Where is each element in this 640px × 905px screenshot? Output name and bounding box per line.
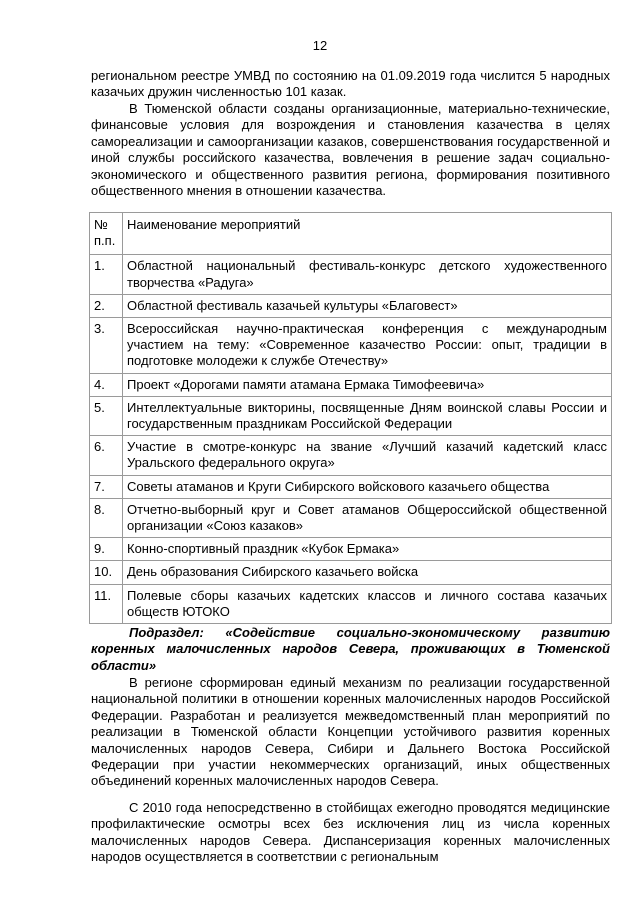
table-row xyxy=(90,373,612,396)
table-row xyxy=(90,561,612,584)
row-event-name: Полевые сборы казачьих кадетских классов и личного состава казачьих обществ ЮТОКО xyxy=(123,584,612,623)
header-number: № п.п. xyxy=(90,213,123,255)
table-row xyxy=(90,436,612,475)
row-event-name: Интеллектуальные викторины, посвященные Дням воинской славы России и государственным праздникам Российской Федерации xyxy=(123,396,612,435)
row-event-name: День образования Сибирского казачьего войска xyxy=(123,561,612,584)
table-row xyxy=(90,498,612,537)
table-row xyxy=(90,475,612,498)
paragraph-conditions xyxy=(91,101,610,199)
row-number: 1. xyxy=(90,255,123,294)
subsection-heading: Подраздел: «Содействие социально-экономическому развитию коренных малочисленных народов Севера, проживающих в Тюменской области» xyxy=(91,625,610,673)
row-number: 7. xyxy=(90,475,123,498)
paragraph-text: региональном реестре УМВД по состоянию на 01.09.2019 года числится 5 народных казачьих дружин численностью 101 казак. xyxy=(91,68,610,100)
events-table xyxy=(89,212,612,624)
paragraph-text: С 2010 года непосредственно в стойбищах ежегодно проводятся медицинские профилактические осмотры всех без исключения лиц из числа коренных малочисленных народов Севера. Диспансеризация коренных малочисленных народов осуществляется в соответствии с региональным xyxy=(91,800,610,865)
table-header-row xyxy=(90,213,612,255)
row-event-name: Участие в смотре-конкурс на звание «Лучший казачий кадетский класс Уральского федерального округа» xyxy=(123,436,612,475)
table-row xyxy=(90,294,612,317)
row-event-name: Проект «Дорогами памяти атамана Ермака Тимофеевича» xyxy=(123,373,612,396)
paragraph-text: В регионе сформирован единый механизм по реализации государственной национальной политики в отношении коренных малочисленных народов Российской Федерации. Разработан и реализуется межведомственный план мероприятий по реализации в Тюменской области Концепции устойчивого развития коренных малочисленных народов Севера, Сибири и Дальнего Востока Российской Федерации при участии некоммерческих организаций, иных общественных объединений коренных малочисленных народов Севера. xyxy=(91,675,610,789)
paragraph-mechanism xyxy=(91,675,610,790)
header-name: Наименование мероприятий xyxy=(123,213,612,255)
paragraph-registry xyxy=(91,68,610,101)
row-event-name: Областной фестиваль казачьей культуры «Благовест» xyxy=(123,294,612,317)
row-event-name: Конно-спортивный праздник «Кубок Ермака» xyxy=(123,538,612,561)
row-number: 5. xyxy=(90,396,123,435)
table-row xyxy=(90,538,612,561)
row-number: 11. xyxy=(90,584,123,623)
row-number: 6. xyxy=(90,436,123,475)
row-event-name: Советы атаманов и Круги Сибирского войскового казачьего общества xyxy=(123,475,612,498)
page-number: 12 xyxy=(312,38,328,53)
table-row xyxy=(90,396,612,435)
row-number: 3. xyxy=(90,318,123,374)
paragraph-text: В Тюменской области созданы организационные, материально-технические, финансовые условия для возрождения и становления казачества в целях самореализации и самоорганизации казаков, совершенствования государственной и иной службы российского казачества, вовлечения в решение задач социально-экономического и общественного развития региона, формирования позитивного общественного мнения в отношении казачества. xyxy=(91,101,610,199)
table-row xyxy=(90,318,612,374)
table-row xyxy=(90,584,612,623)
row-number: 10. xyxy=(90,561,123,584)
table-row xyxy=(90,255,612,294)
row-number: 8. xyxy=(90,498,123,537)
row-number: 9. xyxy=(90,538,123,561)
row-event-name: Областной национальный фестиваль-конкурс детского художественного творчества «Радуга» xyxy=(123,255,612,294)
row-event-name: Отчетно-выборный круг и Совет атаманов Общероссийской общественной организации «Союз казаков» xyxy=(123,498,612,537)
row-event-name: Всероссийская научно-практическая конференция с международным участием на тему: «Современное казачество России: опыт, традиции в подготовке молодежи к службе Отечеству» xyxy=(123,318,612,374)
row-number: 2. xyxy=(90,294,123,317)
paragraph-medical xyxy=(91,800,610,866)
row-number: 4. xyxy=(90,373,123,396)
